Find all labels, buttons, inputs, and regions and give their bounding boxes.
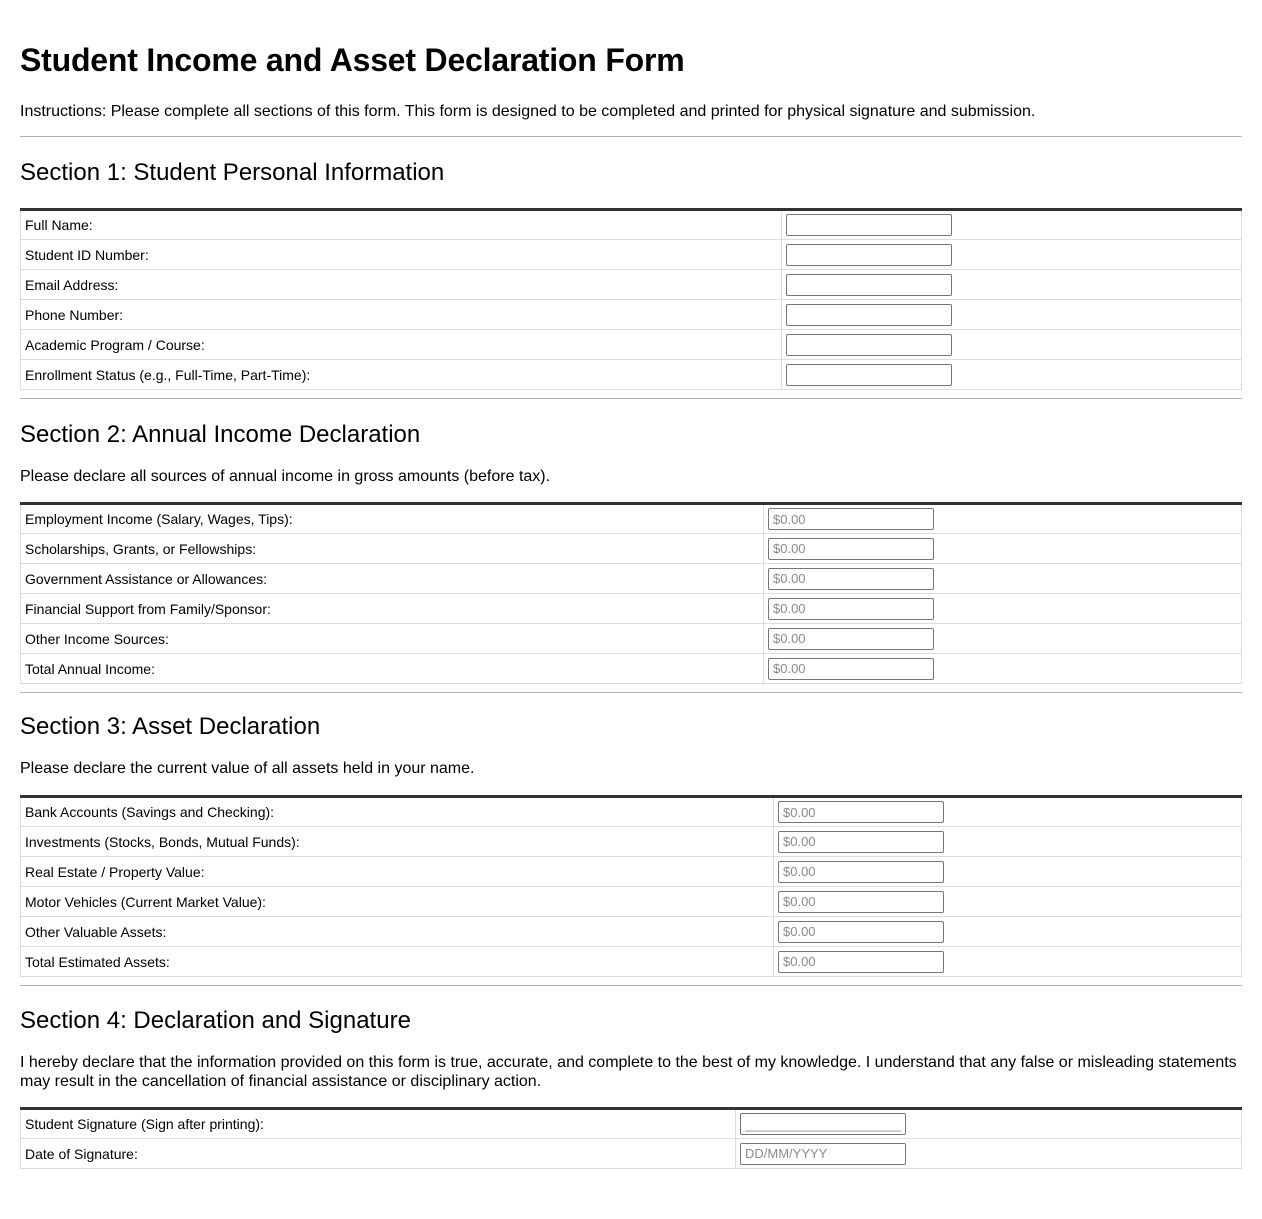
motor-vehicles-label: Motor Vehicles (Current Market Value):: [21, 887, 774, 917]
motor-vehicles-cell: [774, 887, 1242, 917]
bank-accounts-label: Bank Accounts (Savings and Checking):: [21, 797, 774, 827]
bank-accounts-input[interactable]: [778, 801, 944, 823]
employment-income-cell: [764, 504, 1242, 534]
divider: [20, 692, 1242, 693]
total-income-cell: [764, 654, 1242, 684]
phone-input[interactable]: [786, 304, 952, 326]
signature-cell: [736, 1109, 1242, 1139]
total-assets-input[interactable]: [778, 951, 944, 973]
scholarships-cell: [764, 534, 1242, 564]
signature-date-label: Date of Signature:: [21, 1139, 736, 1169]
table-row: [21, 947, 1242, 977]
program-label: Academic Program / Course:: [21, 330, 782, 360]
family-support-label: Financial Support from Family/Sponsor:: [21, 594, 764, 624]
other-assets-label: Other Valuable Assets:: [21, 917, 774, 947]
government-assistance-cell: [764, 564, 1242, 594]
table-row: [21, 857, 1242, 887]
section-2-intro: Please declare all sources of annual income in gross amounts (before tax).: [20, 468, 551, 485]
signature-input[interactable]: [740, 1113, 906, 1135]
investments-label: Investments (Stocks, Bonds, Mutual Funds):: [21, 827, 774, 857]
investments-input[interactable]: [778, 831, 944, 853]
government-assistance-input[interactable]: [768, 568, 934, 590]
signature-date-cell: [736, 1139, 1242, 1169]
section-4-intro: I hereby declare that the information provided on this form is true, accurate, and complete to the best of my knowledge. I understand that any false or misleading statements may result in the cancellation of financial assistance or disciplinary action.: [20, 1054, 1237, 1090]
government-assistance-label: Government Assistance or Allowances:: [21, 564, 764, 594]
table-row: [21, 654, 1242, 684]
signature-table: [20, 1107, 1242, 1169]
section-3-intro: Please declare the current value of all assets held in your name.: [20, 760, 475, 777]
email-cell: [782, 270, 1242, 300]
signature-label: Student Signature (Sign after printing):: [21, 1109, 736, 1139]
family-support-cell: [764, 594, 1242, 624]
income-table: [20, 502, 1242, 684]
other-income-input[interactable]: [768, 628, 934, 650]
other-assets-input[interactable]: [778, 921, 944, 943]
table-row: [21, 827, 1242, 857]
full-name-label: Full Name:: [21, 210, 782, 240]
section-3-heading: Section 3: Asset Declaration: [20, 713, 321, 740]
divider: [20, 398, 1242, 399]
table-row: [21, 360, 1242, 390]
student-id-label: Student ID Number:: [21, 240, 782, 270]
table-row: [21, 1139, 1242, 1169]
family-support-input[interactable]: [768, 598, 934, 620]
student-id-cell: [782, 240, 1242, 270]
program-input[interactable]: [786, 334, 952, 356]
table-row: [21, 240, 1242, 270]
motor-vehicles-input[interactable]: [778, 891, 944, 913]
scholarships-input[interactable]: [768, 538, 934, 560]
investments-cell: [774, 827, 1242, 857]
total-assets-cell: [774, 947, 1242, 977]
table-row: [21, 534, 1242, 564]
enrollment-status-input[interactable]: [786, 364, 952, 386]
table-row: [21, 300, 1242, 330]
table-row: [21, 504, 1242, 534]
phone-label: Phone Number:: [21, 300, 782, 330]
divider: [20, 136, 1242, 137]
employment-income-label: Employment Income (Salary, Wages, Tips):: [21, 504, 764, 534]
table-row: [21, 594, 1242, 624]
student-id-input[interactable]: [786, 244, 952, 266]
page-title: Student Income and Asset Declaration Form: [20, 42, 685, 78]
table-row: [21, 917, 1242, 947]
real-estate-input[interactable]: [778, 861, 944, 883]
divider: [20, 985, 1242, 986]
enrollment-status-label: Enrollment Status (e.g., Full-Time, Part-Time):: [21, 360, 782, 390]
asset-table: [20, 795, 1242, 977]
instructions-text: Instructions: Please complete all sections of this form. This form is designed to be completed and printed for physical signature and submission.: [20, 103, 1036, 120]
signature-date-input[interactable]: [740, 1143, 906, 1165]
real-estate-label: Real Estate / Property Value:: [21, 857, 774, 887]
table-row: [21, 330, 1242, 360]
email-input[interactable]: [786, 274, 952, 296]
bank-accounts-cell: [774, 797, 1242, 827]
table-row: [21, 270, 1242, 300]
table-row: [21, 210, 1242, 240]
table-row: [21, 1109, 1242, 1139]
section-2-heading: Section 2: Annual Income Declaration: [20, 421, 421, 448]
table-row: [21, 624, 1242, 654]
table-row: [21, 564, 1242, 594]
total-income-label: Total Annual Income:: [21, 654, 764, 684]
real-estate-cell: [774, 857, 1242, 887]
full-name-input[interactable]: [786, 214, 952, 236]
section-4-heading: Section 4: Declaration and Signature: [20, 1007, 411, 1034]
program-cell: [782, 330, 1242, 360]
table-row: [21, 797, 1242, 827]
other-assets-cell: [774, 917, 1242, 947]
phone-cell: [782, 300, 1242, 330]
total-income-input[interactable]: [768, 658, 934, 680]
total-assets-label: Total Estimated Assets:: [21, 947, 774, 977]
section-1-heading: Section 1: Student Personal Information: [20, 159, 445, 186]
enrollment-status-cell: [782, 360, 1242, 390]
table-row: [21, 887, 1242, 917]
other-income-label: Other Income Sources:: [21, 624, 764, 654]
personal-info-table: [20, 208, 1242, 390]
full-name-cell: [782, 210, 1242, 240]
employment-income-input[interactable]: [768, 508, 934, 530]
other-income-cell: [764, 624, 1242, 654]
scholarships-label: Scholarships, Grants, or Fellowships:: [21, 534, 764, 564]
email-label: Email Address:: [21, 270, 782, 300]
